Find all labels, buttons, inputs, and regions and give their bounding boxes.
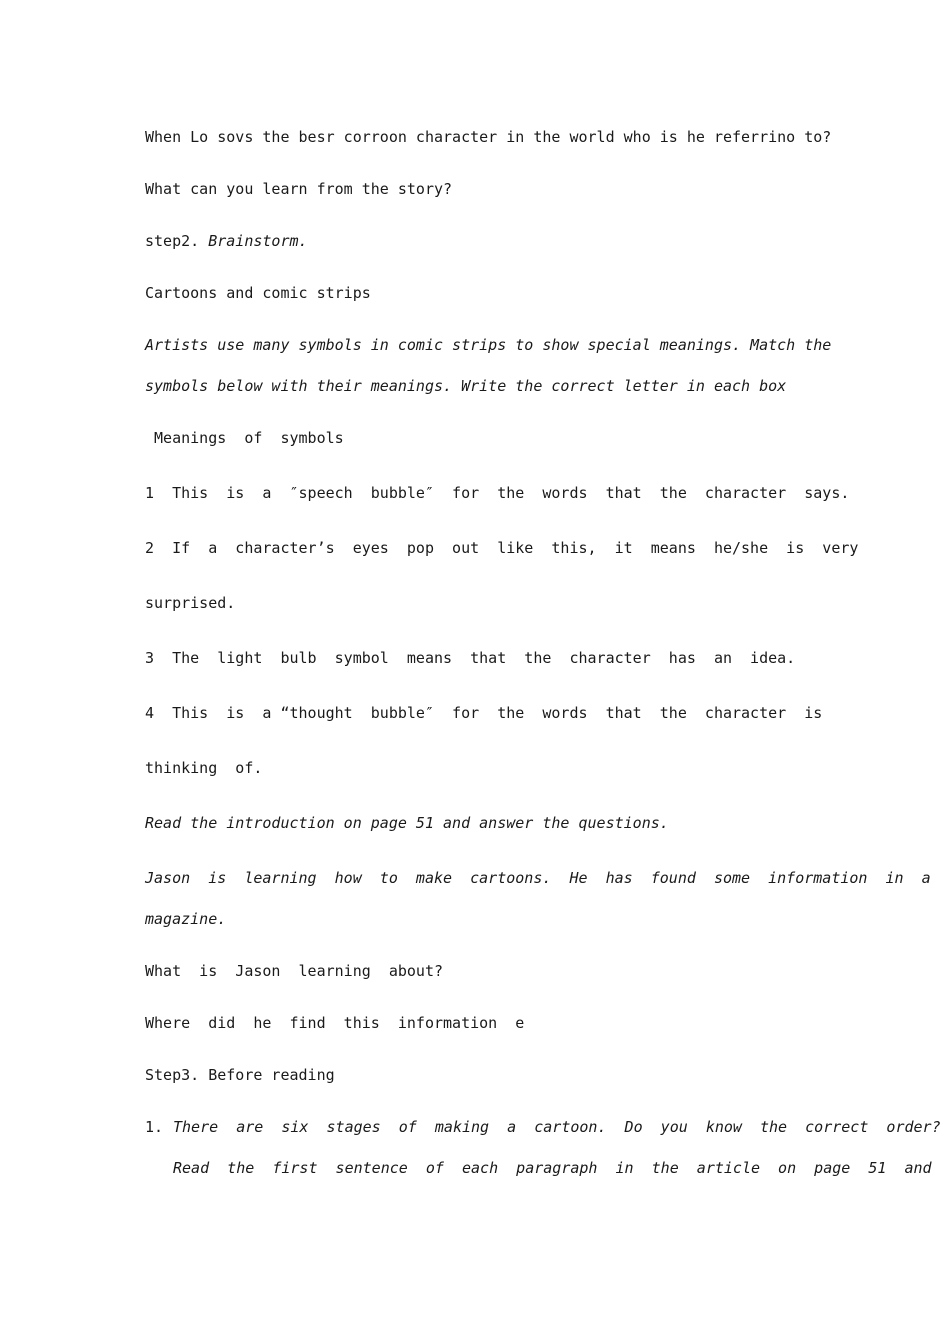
- meaning-4-line-2: thinking of.: [145, 759, 263, 777]
- meaning-2-line-2: surprised.: [145, 594, 236, 612]
- question-best-cartoon-character: When Lo sovs the besr corroon character in the world who is he referrino to?: [145, 128, 832, 146]
- instruction-line-1: Artists use many symbols in comic strips to show special meanings. Match the: [145, 336, 832, 354]
- meaning-2-line-1: 2 If a character’s eyes pop out like this, it means he/she is very: [145, 539, 859, 557]
- instruction-line-2: symbols below with their meanings. Write the correct letter in each box: [145, 377, 787, 395]
- question-learn-from-story: What can you learn from the story?: [145, 180, 453, 198]
- read-introduction-instruction: Read the introduction on page 51 and answer the questions.: [145, 814, 669, 832]
- meaning-3: 3 The light bulb symbol means that the character has an idea.: [145, 649, 796, 667]
- question-where-information: Where did he find this information e: [145, 1014, 525, 1032]
- meaning-1: 1 This is a ″speech bubble″ for the words that the character says.: [145, 484, 850, 502]
- list-item-1-line-1: There are six stages of making a cartoon. Do you know the correct order?: [173, 1118, 941, 1136]
- question-jason-learning: What is Jason learning about?: [145, 962, 444, 980]
- list-item-1-line-2: Read the first sentence of each paragraph in the article on page 51 and: [173, 1159, 932, 1177]
- step2-heading: [145, 231, 308, 251]
- step3-heading: Step3. Before reading: [145, 1066, 335, 1084]
- list-item-number-1: 1.: [145, 1118, 164, 1136]
- jason-paragraph-line-2: magazine.: [145, 910, 227, 928]
- section-title: Cartoons and comic strips: [145, 284, 371, 302]
- jason-paragraph-line-1: Jason is learning how to make cartoons. He has found some information in a: [145, 869, 931, 887]
- meanings-heading: Meanings of symbols: [145, 429, 344, 447]
- step2-label: step2.: [145, 232, 209, 250]
- step2-title: Brainstorm.: [208, 232, 308, 250]
- meaning-4-line-1: 4 This is a “thought bubble″ for the words that the character is: [145, 704, 823, 722]
